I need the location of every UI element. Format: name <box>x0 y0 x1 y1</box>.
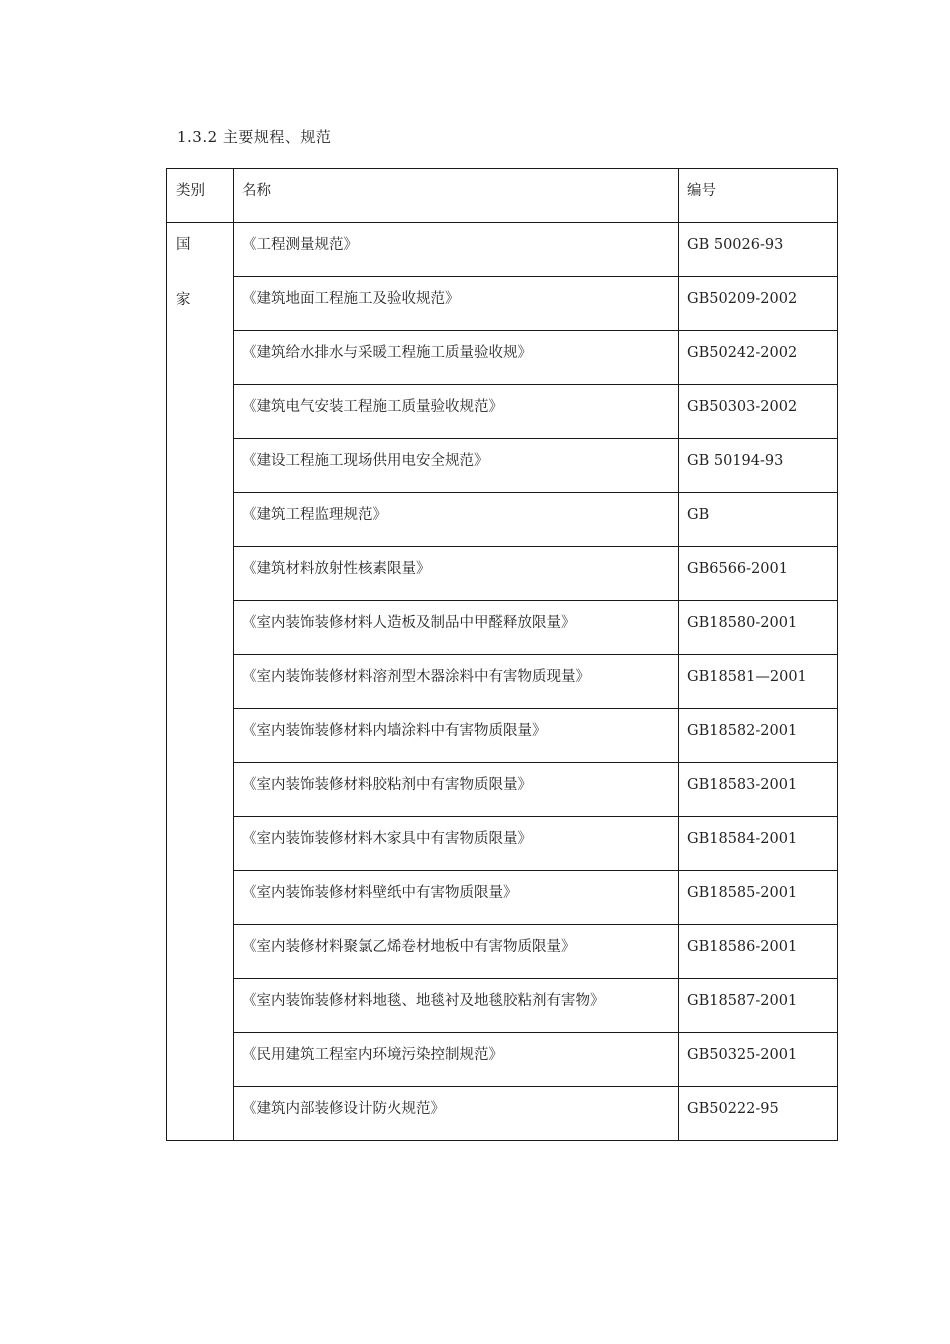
regulation-code: GB50242-2002 <box>679 331 838 385</box>
regulations-table <box>166 168 838 1141</box>
regulation-code: GB50222-95 <box>679 1087 838 1141</box>
table-row <box>167 493 838 547</box>
table-row <box>167 1033 838 1087</box>
regulation-name: 《工程测量规范》 <box>234 223 679 277</box>
table-row <box>167 1087 838 1141</box>
regulation-name: 《室内装饰装修材料人造板及制品中甲醛释放限量》 <box>234 601 679 655</box>
table-row <box>167 925 838 979</box>
table-row <box>167 547 838 601</box>
table-row <box>167 601 838 655</box>
regulation-name: 《室内装饰装修材料内墙涂料中有害物质限量》 <box>234 709 679 763</box>
table-header-row <box>167 169 838 223</box>
regulation-name: 《室内装饰装修材料壁纸中有害物质限量》 <box>234 871 679 925</box>
table-row <box>167 385 838 439</box>
regulations-table-body <box>167 169 838 1141</box>
regulation-code: GB <box>679 493 838 547</box>
regulation-name: 《室内装饰装修材料溶剂型木器涂料中有害物质现量》 <box>234 655 679 709</box>
regulation-code: GB18586-2001 <box>679 925 838 979</box>
regulation-code: GB18587-2001 <box>679 979 838 1033</box>
header-category: 类别 <box>167 169 234 223</box>
regulation-code: GB6566-2001 <box>679 547 838 601</box>
header-name: 名称 <box>234 169 679 223</box>
regulation-code: GB18583-2001 <box>679 763 838 817</box>
regulation-code: GB 50026-93 <box>679 223 838 277</box>
table-row <box>167 871 838 925</box>
table-row <box>167 979 838 1033</box>
regulation-name: 《建筑材料放射性核素限量》 <box>234 547 679 601</box>
table-row <box>167 709 838 763</box>
regulation-code: GB 50194-93 <box>679 439 838 493</box>
table-row <box>167 655 838 709</box>
regulation-name: 《室内装饰装修材料木家具中有害物质限量》 <box>234 817 679 871</box>
table-row <box>167 763 838 817</box>
regulation-name: 《民用建筑工程室内环境污染控制规范》 <box>234 1033 679 1087</box>
regulation-code: GB50325-2001 <box>679 1033 838 1087</box>
section-heading: 1.3.2 主要规程、规范 <box>177 128 332 146</box>
category-char: 家 <box>176 292 191 308</box>
regulation-name: 《室内装修材料聚氯乙烯卷材地板中有害物质限量》 <box>234 925 679 979</box>
table-row <box>167 277 838 331</box>
regulation-name: 《建筑给水排水与采暖工程施工质量验收规》 <box>234 331 679 385</box>
regulation-name: 《建筑工程监理规范》 <box>234 493 679 547</box>
regulation-name: 《建筑地面工程施工及验收规范》 <box>234 277 679 331</box>
table-row <box>167 439 838 493</box>
regulation-code: GB18585-2001 <box>679 871 838 925</box>
regulation-name: 《室内装饰装修材料地毯、地毯衬及地毯胶粘剂有害物》 <box>234 979 679 1033</box>
table-row <box>167 817 838 871</box>
regulation-name: 《建设工程施工现场供用电安全规范》 <box>234 439 679 493</box>
category-char: 国 <box>176 237 191 253</box>
regulation-name: 《室内装饰装修材料胶粘剂中有害物质限量》 <box>234 763 679 817</box>
table-row <box>167 331 838 385</box>
header-code: 编号 <box>679 169 838 223</box>
regulation-code: GB18582-2001 <box>679 709 838 763</box>
category-cell <box>167 223 234 1141</box>
regulation-name: 《建筑电气安装工程施工质量验收规范》 <box>234 385 679 439</box>
regulation-name: 《建筑内部装修设计防火规范》 <box>234 1087 679 1141</box>
regulation-code: GB18584-2001 <box>679 817 838 871</box>
regulation-code: GB18581—2001 <box>679 655 838 709</box>
regulation-code: GB50209-2002 <box>679 277 838 331</box>
regulation-code: GB18580-2001 <box>679 601 838 655</box>
table-row <box>167 223 838 277</box>
regulation-code: GB50303-2002 <box>679 385 838 439</box>
